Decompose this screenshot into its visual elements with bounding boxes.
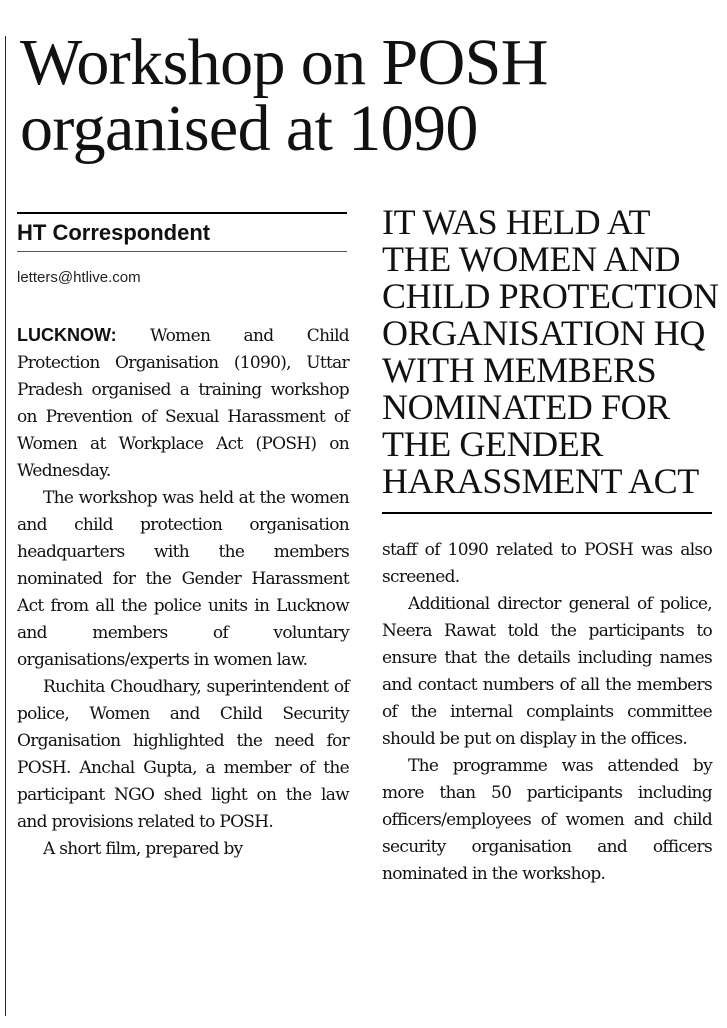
byline-rule <box>17 251 347 252</box>
pull-quote-line: WITH MEMBERS <box>382 350 657 390</box>
paragraph-4-start: A short film, prepared by <box>43 839 243 859</box>
paragraph-1-text: Women and Child Protection Organisation (1090), Uttar Pradesh organised a training workshop on Prevention of Sexual Harassment of Women at Workplace Act (POSH) on Wednesday. <box>17 326 349 481</box>
paragraph-6: The programme was attended by more than 50 participants including officers/employees of women and child security organisation and officers nominated in the workshop. <box>382 756 712 884</box>
pull-quote-line: IT WAS HELD AT <box>382 202 651 242</box>
paragraph-5: Additional director general of police, Neera Rawat told the participants to ensure that the details including names and contact numbers of all the members of the internal complaints committee should be put on display in the offices. <box>382 594 712 749</box>
pull-quote-line: THE WOMEN AND <box>382 239 681 279</box>
column-rule <box>5 36 6 1016</box>
dateline: LUCKNOW: <box>17 325 117 345</box>
byline: HT Correspondent <box>17 220 211 245</box>
paragraph-4-continued: staff of 1090 related to POSH was also screened. <box>382 540 712 587</box>
pull-quote-line: NOMINATED FOR <box>382 387 670 427</box>
pull-quote-rule <box>382 512 712 514</box>
headline-line-1: Workshop on POSH <box>20 26 548 99</box>
paragraph-1 <box>17 322 349 485</box>
pull-quote <box>382 204 717 500</box>
pull-quote-line: ORGANISATION HQ <box>382 313 705 353</box>
right-column <box>382 537 712 888</box>
paragraph-3: Ruchita Choudhary, superintendent of police, Women and Child Security Organisation highlighted the need for POSH. Anchal Gupta, a member of the participant NGO shed light on the law and provisions related to POSH. <box>17 677 349 832</box>
pull-quote-line: HARASSMENT ACT <box>382 461 699 501</box>
left-column <box>17 212 349 863</box>
pull-quote-line: THE GENDER <box>382 424 603 464</box>
pull-quote-line: CHILD PROTECTION <box>382 276 719 316</box>
byline-top-rule <box>17 212 347 214</box>
headline-line-2: organised at 1090 <box>20 92 478 165</box>
headline <box>20 26 710 165</box>
email-address: letters@htlive.com <box>17 269 141 286</box>
paragraph-2: The workshop was held at the women and child protection organisation headquarters with the members nominated for the Gender Harassment Act from all the police units in Lucknow and members of voluntary organisations/experts in women law. <box>17 488 349 670</box>
